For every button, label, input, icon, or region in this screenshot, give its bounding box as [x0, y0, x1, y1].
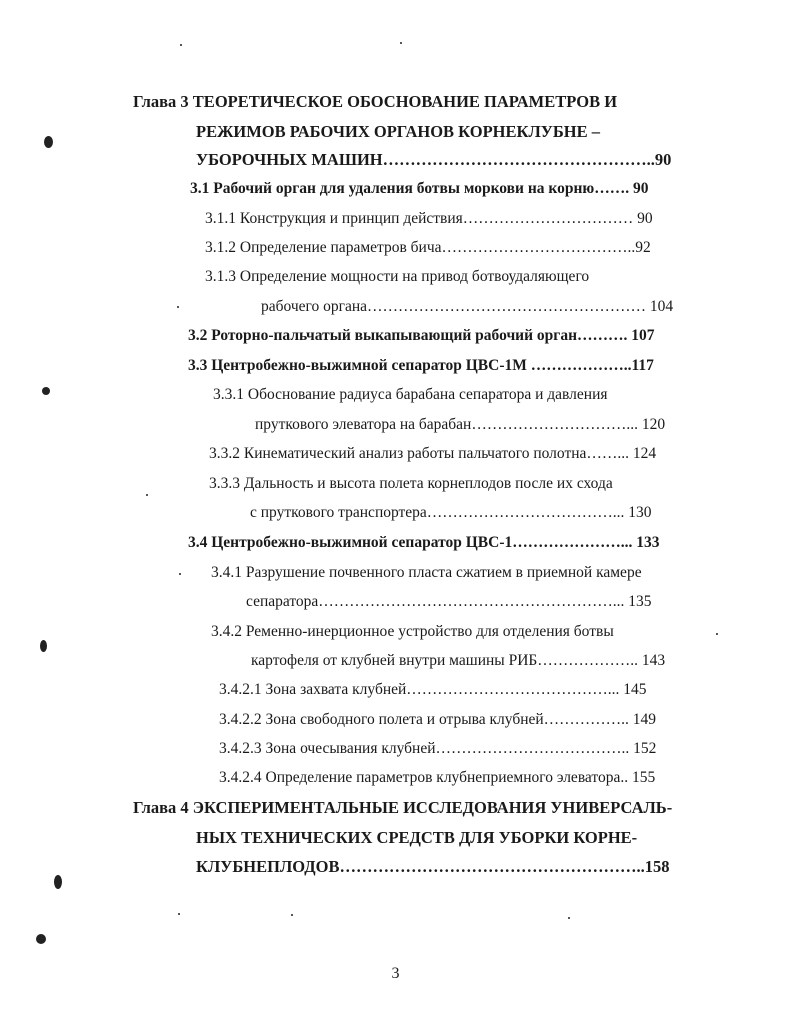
section-3-1-1: 3.1.1 Конструкция и принцип действия…………………………… 90 — [205, 210, 653, 227]
scan-speck — [177, 306, 179, 308]
section-3-4-2-1: 3.4.2.1 Зона захвата клубней…………………………………... 145 — [219, 681, 647, 698]
section-3-3-3-line-1: 3.3.3 Дальность и высота полета корнеплодов после их схода — [209, 475, 613, 492]
section-3-4-2-line-1: 3.4.2 Ременно-инерционное устройство для отделения ботвы — [211, 623, 614, 640]
scan-speck — [716, 633, 718, 635]
chapter-3-title-line-3: УБОРОЧНЫХ МАШИН…………………………………………..90 — [196, 150, 672, 169]
section-3-2: 3.2 Роторно-пальчатый выкапывающий рабочий орган………. 107 — [188, 327, 655, 344]
chapter-4-title-line-3: КЛУБНЕПЛОДОВ………………………………………………..158 — [196, 857, 670, 876]
section-3-4-2-2: 3.4.2.2 Зона свободного полета и отрыва клубней…………….. 149 — [219, 711, 657, 728]
chapter-3-title-line-1: Глава 3 ТЕОРЕТИЧЕСКОЕ ОБОСНОВАНИЕ ПАРАМЕТРОВ И — [133, 92, 618, 111]
section-3-4-2-4: 3.4.2.4 Определение параметров клубнеприемного элеватора.. 155 — [219, 769, 656, 786]
chapter-3-title-line-2: РЕЖИМОВ РАБОЧИХ ОРГАНОВ КОРНЕКЛУБНЕ – — [196, 122, 600, 141]
section-3-1-3-line-2: рабочего органа……………………………………………… 104 — [261, 298, 674, 315]
section-3-3-1-line-1: 3.3.1 Обоснование радиуса барабана сепаратора и давления — [213, 386, 608, 403]
section-3-3: 3.3 Центробежно-выжимной сепаратор ЦВС-1М ………………..117 — [188, 357, 654, 374]
scan-speck — [146, 494, 148, 496]
scan-speck — [291, 914, 293, 916]
scan-speck — [178, 913, 180, 915]
scan-speck — [40, 640, 47, 652]
section-3-4-1-line-1: 3.4.1 Разрушение почвенного пласта сжатием в приемной камере — [211, 564, 642, 581]
page-number: 3 — [391, 965, 400, 982]
chapter-4-title-line-1: Глава 4 ЭКСПЕРИМЕНТАЛЬНЫЕ ИССЛЕДОВАНИЯ УНИВЕРСАЛЬ- — [133, 798, 673, 817]
scan-speck — [44, 136, 53, 148]
scan-speck — [54, 875, 62, 889]
section-3-1-3-line-1: 3.1.3 Определение мощности на привод ботвоудаляющего — [205, 268, 590, 285]
section-3-4-2-3: 3.4.2.3 Зона очесывания клубней……………………………….. 152 — [219, 740, 657, 757]
scan-speck — [42, 387, 50, 395]
section-3-4-2-line-2: картофеля от клубней внутри машины РИБ……………….. 143 — [251, 652, 666, 669]
scan-speck — [400, 42, 402, 44]
chapter-4-title-line-2: НЫХ ТЕХНИЧЕСКИХ СРЕДСТВ ДЛЯ УБОРКИ КОРНЕ- — [196, 828, 638, 847]
section-3-1-2: 3.1.2 Определение параметров бича………………………………..92 — [205, 239, 651, 256]
section-3-3-1-line-2: пруткового элеватора на барабан…………………………... 120 — [255, 416, 666, 433]
section-3-4: 3.4 Центробежно-выжимной сепаратор ЦВС-1…………………... 133 — [188, 534, 660, 551]
section-3-1: 3.1 Рабочий орган для удаления ботвы моркови на корню……. 90 — [190, 180, 649, 197]
scan-speck — [180, 44, 182, 46]
section-3-3-2: 3.3.2 Кинематический анализ работы пальчатого полотна……... 124 — [209, 445, 657, 462]
section-3-4-1-line-2: сепаратора…………………………………………………... 135 — [246, 593, 652, 610]
scan-speck — [568, 917, 570, 919]
section-3-3-3-line-2: с пруткового транспортера………………………………... 130 — [250, 504, 652, 521]
scan-speck — [179, 573, 181, 575]
scan-speck — [36, 934, 46, 944]
